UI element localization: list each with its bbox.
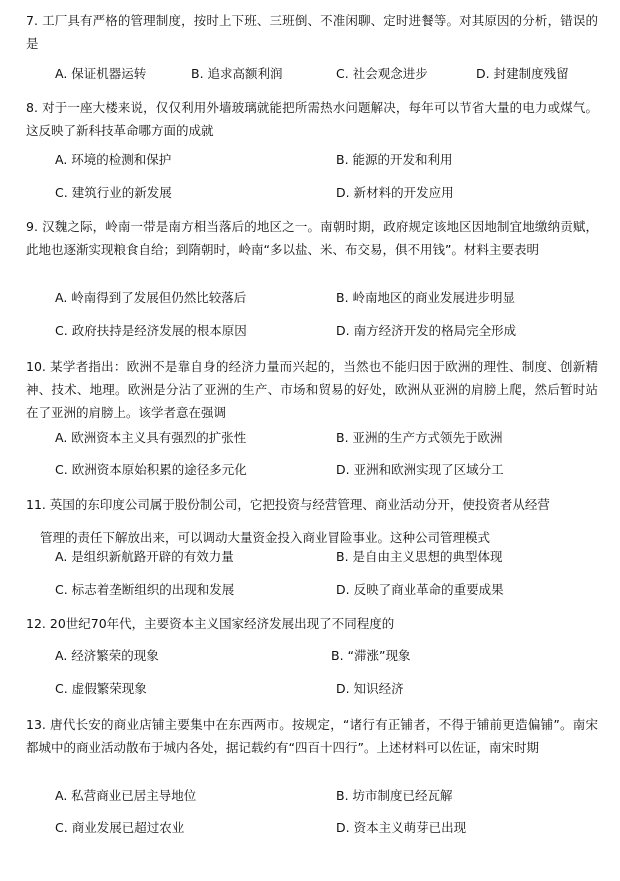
question-text: 对于一座大楼来说，仅仅利用外墙玻璃就能把所需热水问题解决，每年可以节省大量的电力或煤气。这反映了新科技革命哪方面的成就 — [26, 100, 598, 138]
option-a — [55, 646, 159, 666]
option-letter: D. — [336, 462, 350, 477]
question-stem — [26, 493, 598, 516]
option-letter: D. — [336, 185, 350, 200]
question-text: 汉魏之际，岭南一带是南方相当落后的地区之一。南朝时期，政府规定该地区因地制宜地缴纳贡赋，此地也逐渐实现粮食自给；到隋朝时，岭南“多以盐、米、布交易，俱不用钱”。材料主要表明 — [26, 219, 598, 257]
option-letter: A. — [55, 290, 68, 305]
option-text: 坊市制度已经瓦解 — [352, 788, 453, 803]
option-c — [55, 460, 247, 480]
option-a — [55, 64, 146, 84]
option-text: 私营商业已居主导地位 — [71, 788, 197, 803]
option-text: “滞涨”现象 — [347, 648, 411, 663]
option-text: 南方经济开发的格局完全形成 — [353, 323, 517, 338]
option-letter: D. — [336, 820, 350, 835]
option-text: 环境的检测和保护 — [71, 152, 172, 167]
option-letter: A. — [55, 549, 68, 564]
option-c — [55, 580, 234, 600]
option-b — [336, 288, 515, 308]
question-stem — [26, 355, 598, 424]
option-text: 是自由主义思想的典型体现 — [352, 549, 503, 564]
question-text: 工厂具有严格的管理制度，按时上下班、三班倒、不准闲聊、定时进餐等。对其原因的分析，错误的是 — [26, 13, 598, 51]
option-letter: D. — [476, 66, 490, 81]
option-text: 欧洲资本主义具有强烈的扩张性 — [71, 430, 247, 445]
option-d — [476, 64, 569, 84]
option-a — [55, 547, 234, 567]
option-text: 资本主义萌芽已出现 — [353, 820, 467, 835]
option-a — [55, 150, 171, 170]
option-d — [336, 818, 466, 838]
option-letter: C. — [55, 462, 68, 477]
option-letter: B. — [191, 66, 204, 81]
question-stem — [26, 612, 598, 635]
option-a — [55, 428, 246, 448]
option-letter: B. — [336, 788, 349, 803]
option-text: 社会观念进步 — [352, 66, 428, 81]
option-text: 知识经济 — [353, 681, 404, 696]
question-stem — [26, 96, 598, 142]
option-text: 是组织新航路开辟的有效力量 — [71, 549, 234, 564]
question-text: 英国的东印度公司属于股份制公司，它把投资与经营管理、商业活动分开，使投资者从经营 — [49, 497, 550, 512]
option-a — [55, 288, 246, 308]
option-letter: A. — [55, 648, 68, 663]
option-letter: D. — [336, 681, 350, 696]
option-text: 经济繁荣的现象 — [71, 648, 159, 663]
option-text: 欧洲资本原始积累的途径多元化 — [71, 462, 247, 477]
option-letter: D. — [336, 323, 350, 338]
option-text: 商业发展已超过农业 — [71, 820, 185, 835]
option-letter: A. — [55, 788, 68, 803]
question-number: 7. — [26, 13, 38, 28]
option-d — [336, 679, 404, 699]
option-letter: B. — [336, 430, 349, 445]
option-letter: B. — [336, 152, 349, 167]
option-text: 追求高额利润 — [207, 66, 283, 81]
option-d — [336, 580, 504, 600]
option-b — [336, 547, 503, 567]
question-text: 某学者指出：欧洲不是靠自身的经济力量而兴起的，当然也不能归因于欧洲的理性、制度、创新精神、技术、地理。欧洲是分沾了亚洲的生产、市场和贸易的好处，欧洲从亚洲的肩膀上爬，然后暂时站在了亚洲的肩膀上。该学者意在强调 — [26, 359, 598, 420]
question-stem — [26, 9, 598, 55]
option-c — [55, 679, 147, 699]
option-letter: C. — [55, 323, 68, 338]
question-text: 20世纪70年代，主要资本主义国家经济发展出现了不同程度的 — [49, 616, 395, 631]
option-letter: C. — [55, 820, 68, 835]
option-text: 反映了商业革命的重要成果 — [353, 582, 504, 597]
option-b — [331, 646, 411, 666]
option-d — [336, 321, 516, 341]
option-text: 新材料的开发应用 — [353, 185, 454, 200]
option-a — [55, 786, 196, 806]
option-text: 政府扶持是经济发展的根本原因 — [71, 323, 247, 338]
question-number: 10. — [26, 359, 46, 374]
question-number: 11. — [26, 497, 46, 512]
question-stem — [26, 215, 598, 261]
option-letter: B. — [331, 648, 344, 663]
option-letter: C. — [55, 582, 68, 597]
option-text: 亚洲的生产方式领先于欧洲 — [352, 430, 503, 445]
option-b — [336, 786, 453, 806]
question-number: 8. — [26, 100, 38, 115]
question-text: 唐代长安的商业店铺主要集中在东西两市。按规定，“诸行有正铺者，不得于铺前更造偏铺”。南宋都城中的商业活动散布于城内各处，据记载约有“四百十四行”。上述材料可以佐证，南宋时期 — [26, 717, 598, 755]
option-text: 标志着垄断组织的出现和发展 — [71, 582, 235, 597]
option-letter: B. — [336, 549, 349, 564]
option-c — [55, 818, 184, 838]
option-text: 岭南地区的商业发展进步明显 — [352, 290, 516, 305]
option-letter: A. — [55, 430, 68, 445]
option-b — [336, 428, 503, 448]
option-text: 能源的开发和利用 — [352, 152, 453, 167]
option-c — [55, 183, 172, 203]
question-stem-continued — [40, 526, 598, 549]
question-number: 9. — [26, 219, 38, 234]
question-number: 12. — [26, 616, 46, 631]
option-text: 亚洲和欧洲实现了区域分工 — [353, 462, 504, 477]
option-c — [55, 321, 247, 341]
option-letter: C. — [55, 681, 68, 696]
option-letter: A. — [55, 66, 68, 81]
option-text: 建筑行业的新发展 — [71, 185, 172, 200]
option-d — [336, 183, 454, 203]
option-text: 岭南得到了发展但仍然比较落后 — [71, 290, 247, 305]
option-letter: C. — [55, 185, 68, 200]
option-text: 封建制度残留 — [493, 66, 569, 81]
option-letter: C. — [336, 66, 349, 81]
option-letter: B. — [336, 290, 349, 305]
option-text: 虚假繁荣现象 — [71, 681, 147, 696]
option-b — [336, 150, 453, 170]
option-letter: D. — [336, 582, 350, 597]
option-d — [336, 460, 504, 480]
question-stem — [26, 713, 598, 759]
option-text: 保证机器运转 — [71, 66, 147, 81]
question-text: 管理的责任下解放出来，可以调动大量资金投入商业冒险事业。这种公司管理模式 — [40, 530, 491, 545]
option-b — [191, 64, 283, 84]
option-letter: A. — [55, 152, 68, 167]
question-number: 13. — [26, 717, 46, 732]
option-c — [336, 64, 428, 84]
